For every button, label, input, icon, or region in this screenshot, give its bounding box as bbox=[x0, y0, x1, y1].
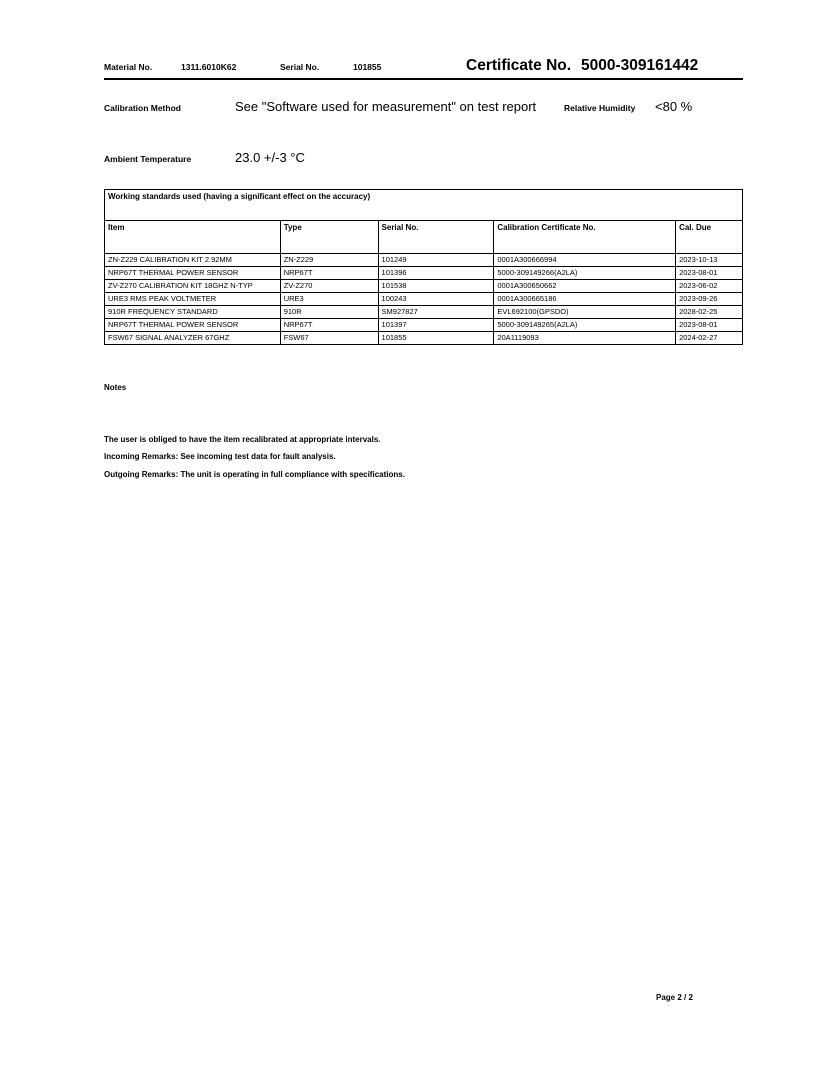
cell-serial: 101855 bbox=[378, 332, 494, 345]
cell-certificate: 5000-309149266(A2LA) bbox=[494, 267, 676, 280]
cell-serial: 101249 bbox=[378, 254, 494, 267]
table-row bbox=[105, 280, 743, 293]
cell-item: ZN-Z229 CALIBRATION KIT 2.92MM bbox=[105, 254, 281, 267]
humidity-label: Relative Humidity bbox=[564, 103, 636, 113]
certificate-value: 5000-309161442 bbox=[581, 57, 699, 74]
cell-type: NRP67T bbox=[280, 319, 378, 332]
cell-certificate: EVL692100(GPSDO) bbox=[494, 306, 676, 319]
table-row bbox=[105, 306, 743, 319]
cell-serial: 101396 bbox=[378, 267, 494, 280]
cell-cal-due: 2023-08-01 bbox=[676, 267, 743, 280]
cell-type: ZN-Z229 bbox=[280, 254, 378, 267]
serial-label: Serial No. bbox=[280, 62, 320, 72]
cell-certificate: 0001A300650662 bbox=[494, 280, 676, 293]
temperature-label: Ambient Temperature bbox=[104, 154, 192, 164]
cell-certificate: 0001A300666994 bbox=[494, 254, 676, 267]
header-divider bbox=[104, 78, 743, 80]
cell-item: NRP67T THERMAL POWER SENSOR bbox=[105, 319, 281, 332]
cell-item: 910R FREQUENCY STANDARD bbox=[105, 306, 281, 319]
cell-type: URE3 bbox=[280, 293, 378, 306]
table-row bbox=[105, 293, 743, 306]
certificate-label: Certificate No. bbox=[466, 57, 572, 74]
cell-cal-due: 2023-10-13 bbox=[676, 254, 743, 267]
table-row bbox=[105, 319, 743, 332]
cell-certificate: 0001A300665186 bbox=[494, 293, 676, 306]
standards-title: Working standards used (having a significant effect on the accuracy) bbox=[105, 190, 743, 221]
cell-cal-due: 2023-08-01 bbox=[676, 319, 743, 332]
cell-type: NRP67T bbox=[280, 267, 378, 280]
cell-serial: 100243 bbox=[378, 293, 494, 306]
note-recalibration: The user is obliged to have the item recalibrated at appropriate intervals. bbox=[104, 435, 381, 444]
method-value: See "Software used for measurement" on test report bbox=[235, 99, 537, 114]
cell-item: FSW67 SIGNAL ANALYZER 67GHZ bbox=[105, 332, 281, 345]
material-label: Material No. bbox=[104, 62, 153, 72]
table-row bbox=[105, 267, 743, 280]
cell-cal-due: 2023-09-26 bbox=[676, 293, 743, 306]
table-row bbox=[105, 254, 743, 267]
note-incoming-remarks: Incoming Remarks: See incoming test data for fault analysis. bbox=[104, 452, 336, 461]
cell-certificate: 20A1119093 bbox=[494, 332, 676, 345]
cell-type: 910R bbox=[280, 306, 378, 319]
cell-item: NRP67T THERMAL POWER SENSOR bbox=[105, 267, 281, 280]
serial-value: 101855 bbox=[353, 62, 382, 72]
method-label: Calibration Method bbox=[104, 103, 181, 113]
table-row bbox=[105, 332, 743, 345]
page-number: Page 2 / 2 bbox=[656, 993, 693, 1002]
cell-certificate: 5000-309149265(A2LA) bbox=[494, 319, 676, 332]
column-header-type: Type bbox=[280, 221, 378, 254]
cell-item: ZV-Z270 CALIBRATION KIT 18GHZ N-TYP bbox=[105, 280, 281, 293]
standards-table bbox=[104, 189, 743, 345]
column-header-serial: Serial No. bbox=[378, 221, 494, 254]
humidity-value: <80 % bbox=[655, 99, 693, 114]
temperature-value: 23.0 +/-3 °C bbox=[235, 150, 305, 165]
column-header-cal-due: Cal. Due bbox=[676, 221, 743, 254]
note-outgoing-remarks: Outgoing Remarks: The unit is operating in full compliance with specifications. bbox=[104, 470, 405, 479]
cell-item: URE3 RMS PEAK VOLTMETER bbox=[105, 293, 281, 306]
cell-serial: 101538 bbox=[378, 280, 494, 293]
material-value: 1311.6010K62 bbox=[181, 62, 237, 72]
cell-serial: SM927827 bbox=[378, 306, 494, 319]
cell-cal-due: 2028-02-25 bbox=[676, 306, 743, 319]
cell-serial: 101397 bbox=[378, 319, 494, 332]
table-header-row bbox=[105, 221, 743, 254]
cell-type: FSW67 bbox=[280, 332, 378, 345]
cell-cal-due: 2023-06-02 bbox=[676, 280, 743, 293]
cell-cal-due: 2024-02-27 bbox=[676, 332, 743, 345]
notes-heading: Notes bbox=[104, 383, 127, 392]
column-header-item: Item bbox=[105, 221, 281, 254]
cell-type: ZV-Z270 bbox=[280, 280, 378, 293]
column-header-certificate: Calibration Certificate No. bbox=[494, 221, 676, 254]
